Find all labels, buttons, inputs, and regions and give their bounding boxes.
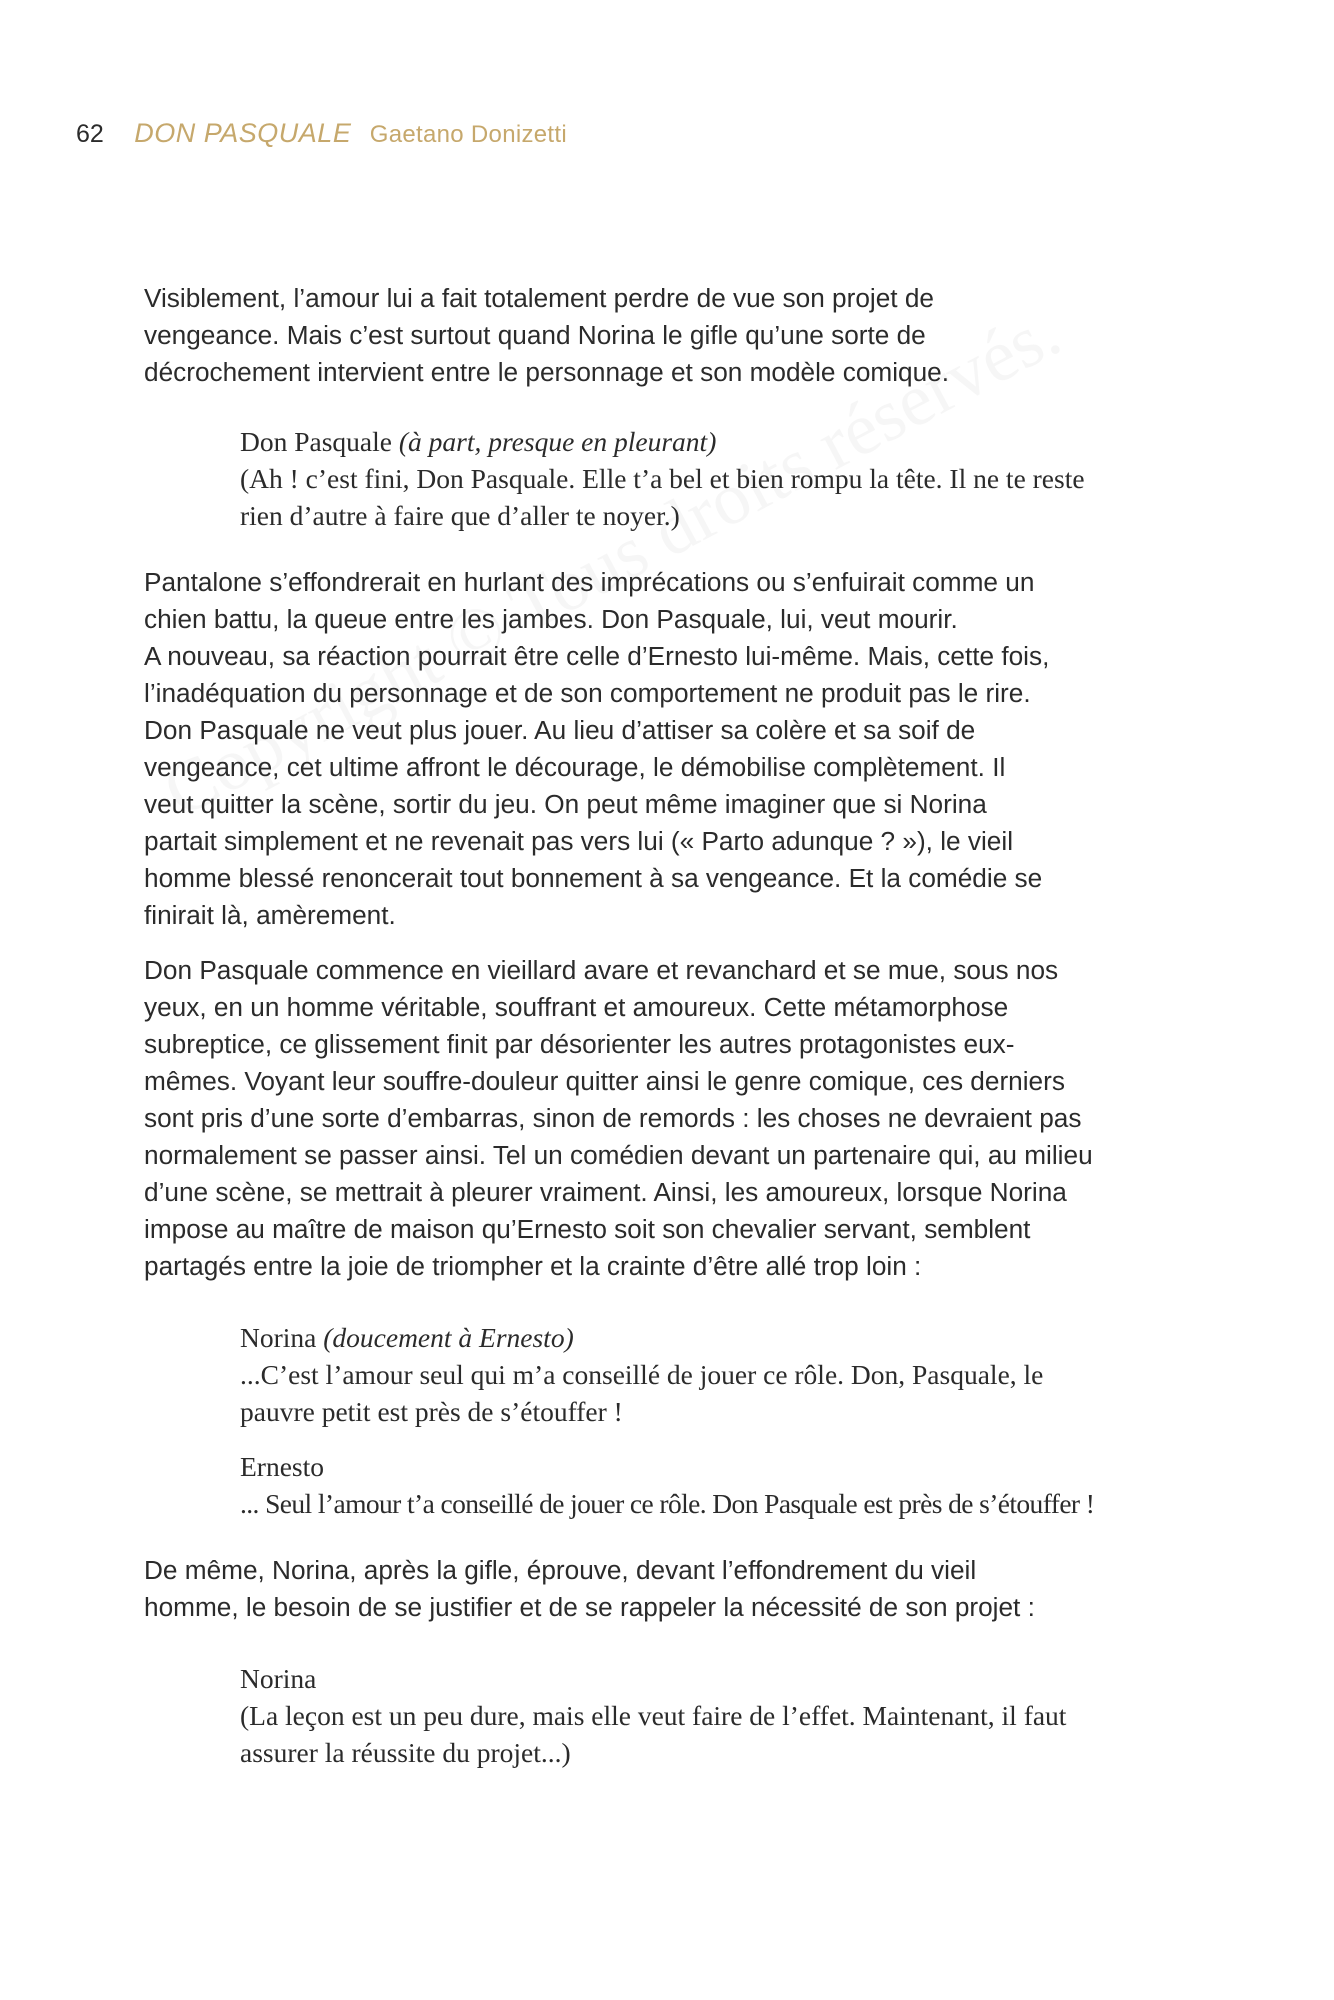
text-line: A nouveau, sa réaction pourrait être celle d’Ernesto lui-même. Mais, cette fois, — [144, 641, 1050, 671]
page-number: 62 — [76, 120, 104, 148]
body-paragraph — [144, 952, 1204, 1285]
text-line: mêmes. Voyant leur souffre-douleur quitter ainsi le genre comique, ces derniers — [144, 1066, 1065, 1096]
text-line: homme, le besoin de se justifier et de se rappeler la nécessité de son projet : — [144, 1592, 1035, 1622]
quote-heading — [240, 423, 1240, 460]
text-line: veut quitter la scène, sortir du jeu. On peut même imaginer que si Norina — [144, 789, 987, 819]
text-line: Pantalone s’effondrerait en hurlant des imprécations ou s’enfuirait comme un — [144, 567, 1035, 597]
quote-speaker: Ernesto — [240, 1451, 325, 1482]
quote-line: pauvre petit est près de s’étouffer ! — [240, 1396, 623, 1427]
quote-line: ...C’est l’amour seul qui m’a conseillé de jouer ce rôle. Don, Pasquale, le — [240, 1359, 1044, 1390]
text-line: Visiblement, l’amour lui a fait totalement perdre de vue son projet de — [144, 283, 934, 313]
quote-line: rien d’autre à faire que d’aller te noyer.) — [240, 500, 680, 531]
dialogue-quote — [240, 1319, 1240, 1430]
text-line: partagés entre la joie de triompher et la crainte d’être allé trop loin : — [144, 1251, 922, 1281]
stage-direction: (doucement à Ernesto) — [323, 1322, 574, 1353]
text-line: partait simplement et ne revenait pas vers lui (« Parto adunque ? »), le vieil — [144, 826, 1014, 856]
dialogue-quote — [240, 1660, 1240, 1771]
quote-heading — [240, 1660, 1240, 1697]
quote-heading — [240, 1448, 1240, 1485]
text-line: normalement se passer ainsi. Tel un comédien devant un partenaire qui, au milieu — [144, 1140, 1093, 1170]
text-line: De même, Norina, après la gifle, éprouve, devant l’effondrement du vieil — [144, 1555, 977, 1585]
text-line: d’une scène, se mettrait à pleurer vraiment. Ainsi, les amoureux, lorsque Norina — [144, 1177, 1067, 1207]
dialogue-quote — [240, 423, 1240, 534]
stage-direction: (à part, presque en pleurant) — [398, 426, 717, 457]
text-line: décrochement intervient entre le personnage et son modèle comique. — [144, 357, 950, 387]
text-line: sont pris d’une sorte d’embarras, sinon de remords : les choses ne devraient pas — [144, 1103, 1082, 1133]
quote-heading — [240, 1319, 1240, 1356]
book-title: DON PASQUALE — [134, 118, 352, 148]
text-line: vengeance, cet ultime affront le décourage, le démobilise complètement. Il — [144, 752, 1006, 782]
quote-speaker: Don Pasquale — [240, 426, 392, 457]
text-line: l’inadéquation du personnage et de son comportement ne produit pas le rire. — [144, 678, 1031, 708]
text-line: finirait là, amèrement. — [144, 900, 396, 930]
quote-line: (Ah ! c’est fini, Don Pasquale. Elle t’a bel et bien rompu la tête. Il ne te reste — [240, 463, 1085, 494]
body-paragraph — [144, 280, 1204, 391]
text-line: vengeance. Mais c’est surtout quand Norina le gifle qu’une sorte de — [144, 320, 926, 350]
quote-line: (La leçon est un peu dure, mais elle veut faire de l’effet. Maintenant, il faut — [240, 1700, 1067, 1731]
text-line: subreptice, ce glissement finit par désorienter les autres protagonistes eux- — [144, 1029, 1015, 1059]
text-line: yeux, en un homme véritable, souffrant et amoureux. Cette métamorphose — [144, 992, 1009, 1022]
quote-speaker: Norina — [240, 1322, 317, 1353]
body-paragraph — [144, 564, 1204, 934]
text-line: homme blessé renoncerait tout bonnement à sa vengeance. Et la comédie se — [144, 863, 1043, 893]
running-header — [76, 118, 567, 149]
text-line: impose au maître de maison qu’Ernesto soit son chevalier servant, semblent — [144, 1214, 1031, 1244]
page-body — [144, 280, 1204, 1771]
book-author: Gaetano Donizetti — [369, 121, 567, 148]
text-line: chien battu, la queue entre les jambes. Don Pasquale, lui, veut mourir. — [144, 604, 958, 634]
quote-speaker: Norina — [240, 1663, 317, 1694]
text-line: Don Pasquale commence en vieillard avare et revanchard et se mue, sous nos — [144, 955, 1059, 985]
quote-line: ... Seul l’amour t’a conseillé de jouer ce rôle. Don Pasquale est près de s’étouffer ! — [240, 1488, 1095, 1519]
body-paragraph — [144, 1552, 1204, 1626]
dialogue-quote — [240, 1448, 1240, 1522]
quote-line: assurer la réussite du projet...) — [240, 1737, 571, 1768]
text-line: Don Pasquale ne veut plus jouer. Au lieu d’attiser sa colère et sa soif de — [144, 715, 976, 745]
